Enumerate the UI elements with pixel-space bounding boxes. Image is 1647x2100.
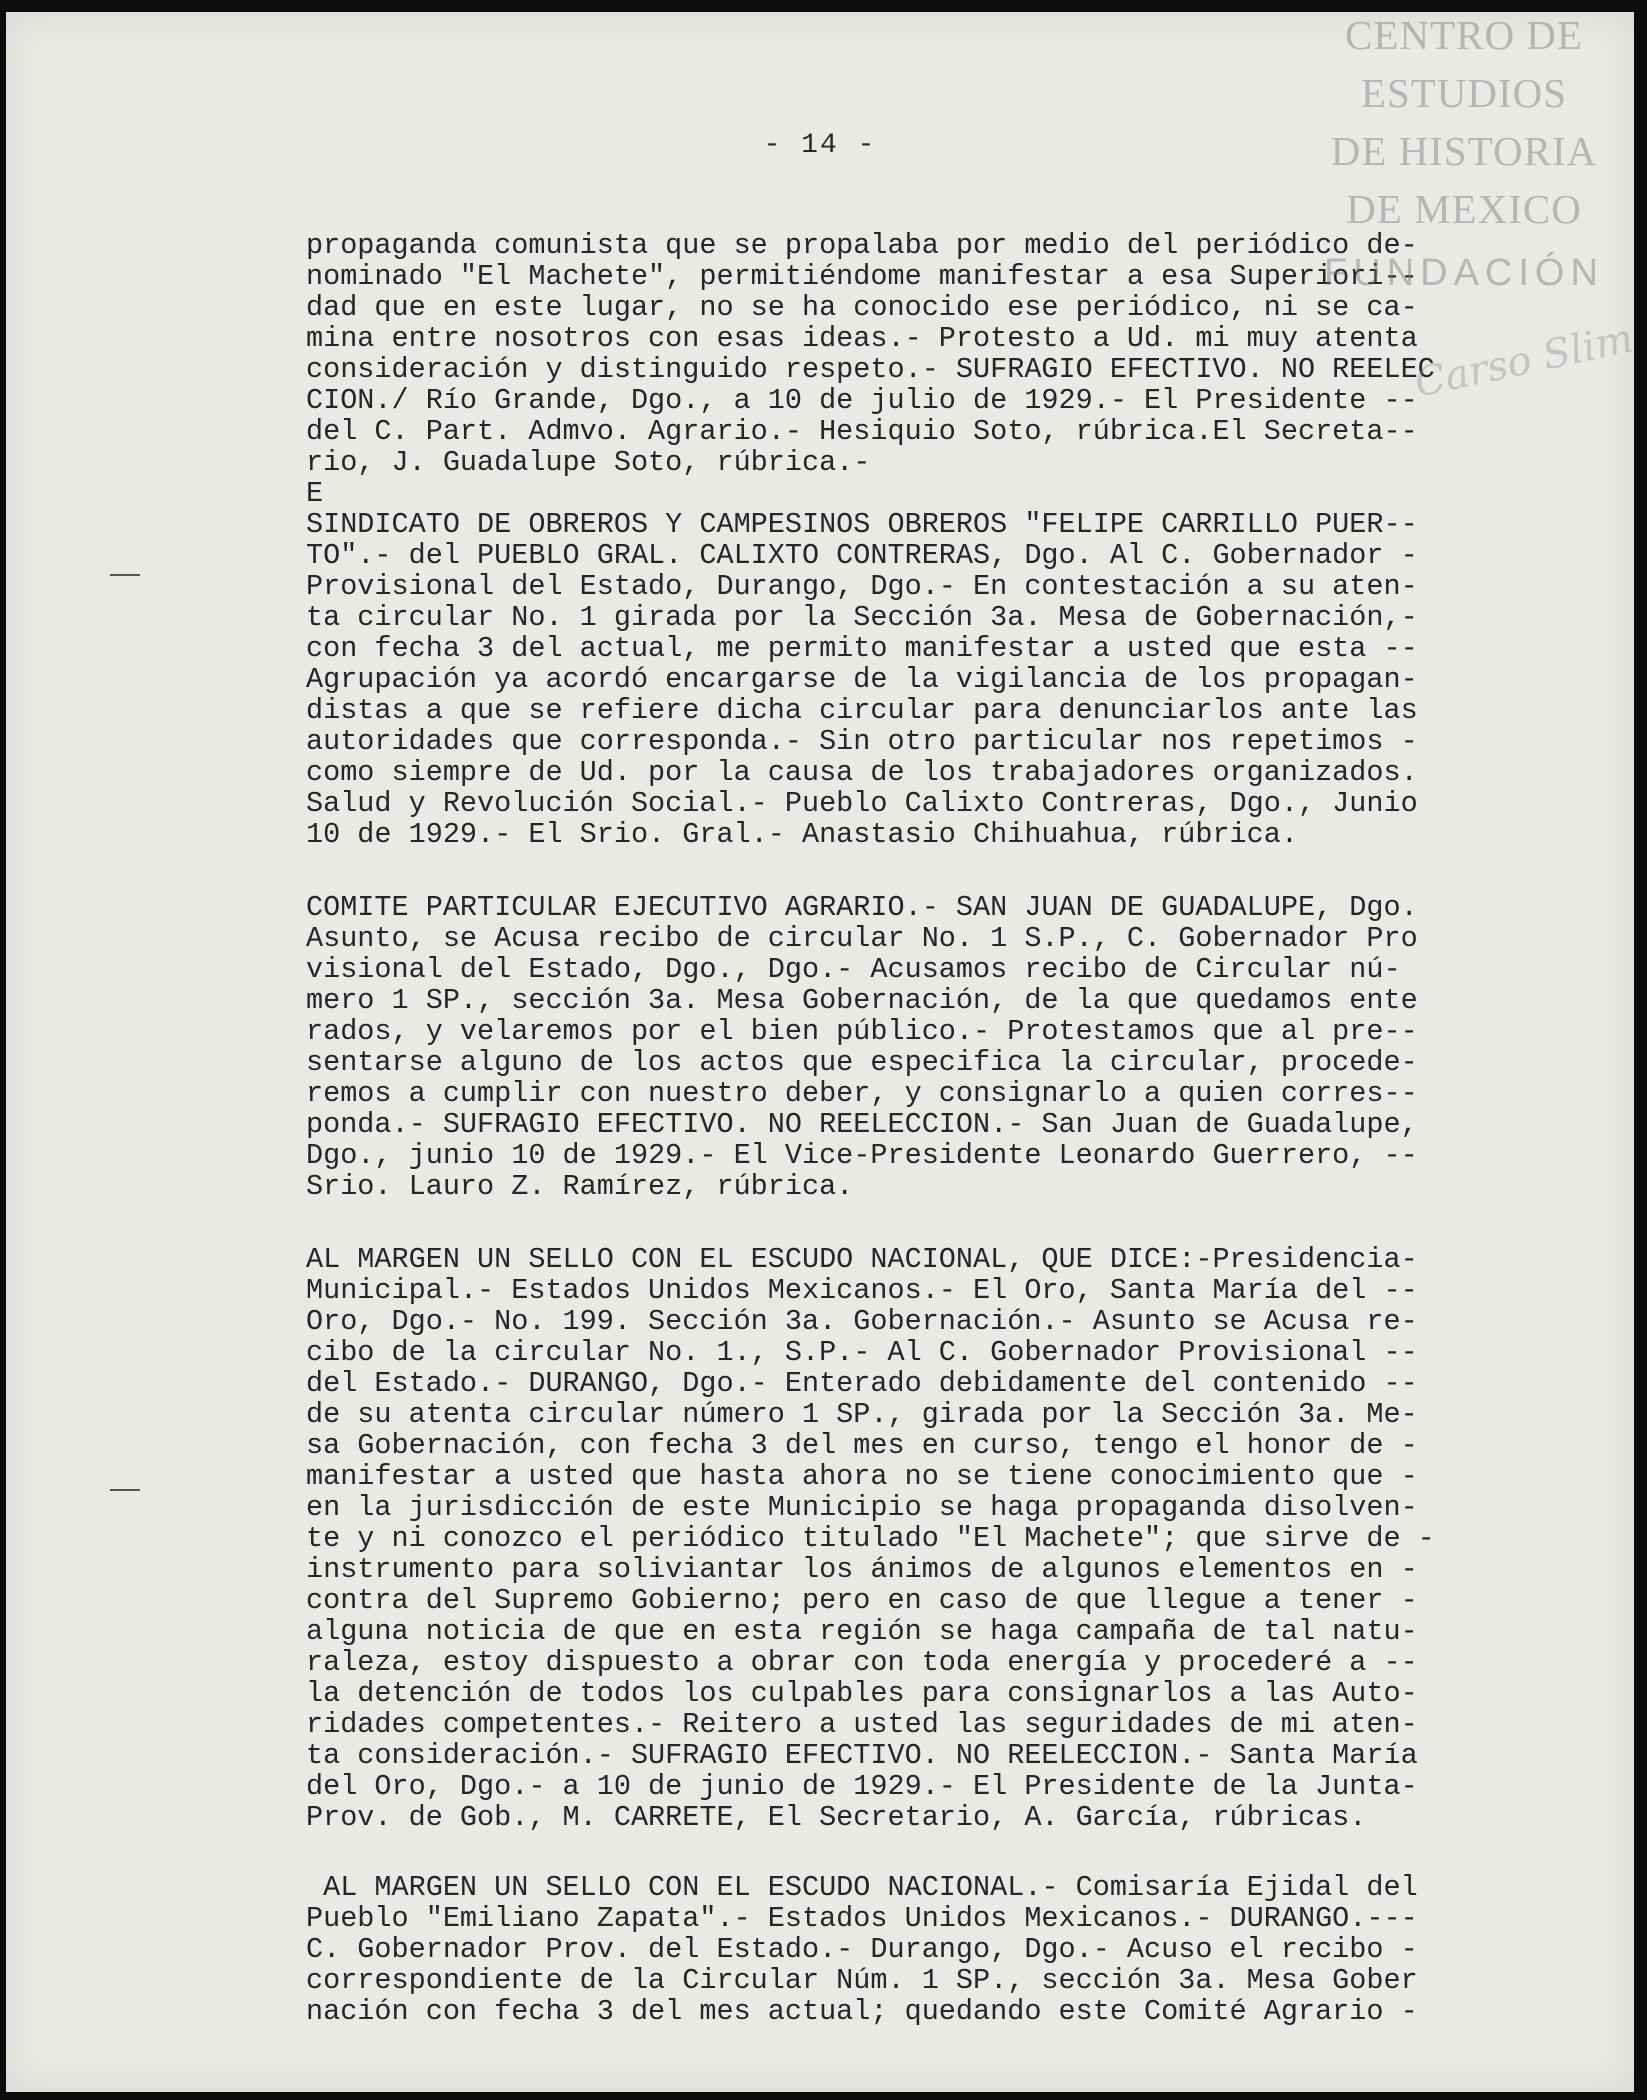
text-line: ridades competentes.- Reitero a usted las seguridades de mi aten- bbox=[306, 1708, 1418, 1741]
watermark-line: CENTRO DE bbox=[1345, 12, 1583, 58]
text-line: 10 de 1929.- El Srio. Gral.- Anastasio Chihuahua, rúbrica. bbox=[306, 818, 1298, 851]
text-line: AL MARGEN UN SELLO CON EL ESCUDO NACIONAL.- Comisaría Ejidal del bbox=[306, 1871, 1418, 1904]
text-line: del Oro, Dgo.- a 10 de junio de 1929.- El Presidente de la Junta- bbox=[306, 1770, 1418, 1803]
text-line: AL MARGEN UN SELLO CON EL ESCUDO NACIONAL, QUE DICE:-Presidencia- bbox=[306, 1243, 1418, 1276]
text-line: C. Gobernador Prov. del Estado.- Durango, Dgo.- Acuso el recibo - bbox=[306, 1933, 1418, 1966]
text-line: SINDICATO DE OBREROS Y CAMPESINOS OBREROS "FELIPE CARRILLO PUER-- bbox=[306, 508, 1418, 541]
text-line: nominado "El Machete", permitiéndome manifestar a esa Superiori-- bbox=[306, 260, 1418, 293]
watermark-line: ESTUDIOS bbox=[1360, 70, 1568, 116]
text-line: contra del Supremo Gobierno; pero en caso de que llegue a tener - bbox=[306, 1584, 1418, 1617]
text-block-emiliano-zapata bbox=[306, 1872, 1546, 2027]
text-line: remos a cumplir con nuestro deber, y consignarlo a quien corres-- bbox=[306, 1077, 1418, 1110]
text-line: visional del Estado, Dgo., Dgo.- Acusamos recibo de Circular nú- bbox=[306, 953, 1401, 986]
text-line: del Estado.- DURANGO, Dgo.- Enterado debidamente del contenido -- bbox=[306, 1367, 1418, 1400]
text-line: ta consideración.- SUFRAGIO EFECTIVO. NO REELECCION.- Santa María bbox=[306, 1739, 1418, 1772]
text-line: TO".- del PUEBLO GRAL. CALIXTO CONTRERAS, Dgo. Al C. Gobernador - bbox=[306, 539, 1418, 572]
text-line: Asunto, se Acusa recibo de circular No. 1 S.P., C. Gobernador Pro bbox=[306, 922, 1418, 955]
text-line: mina entre nosotros con esas ideas.- Protesto a Ud. mi muy atenta bbox=[306, 322, 1418, 355]
text-line: sentarse alguno de los actos que especifica la circular, procede- bbox=[306, 1046, 1418, 1079]
text-line: te y ni conozco el periódico titulado "El Machete"; que sirve de - bbox=[306, 1522, 1435, 1555]
text-line: del C. Part. Admvo. Agrario.- Hesiquio Soto, rúbrica.El Secreta-- bbox=[306, 415, 1418, 448]
text-line: cibo de la circular No. 1., S.P.- Al C. Gobernador Provisional -- bbox=[306, 1336, 1418, 1369]
text-line: la detención de todos los culpables para consignarlos a las Auto- bbox=[306, 1677, 1418, 1710]
text-line: Provisional del Estado, Durango, Dgo.- En contestación a su aten- bbox=[306, 570, 1418, 603]
text-line: Srio. Lauro Z. Ramírez, rúbrica. bbox=[306, 1170, 854, 1203]
watermark-line: DE MEXICO bbox=[1346, 186, 1582, 232]
text-line: nación con fecha 3 del mes actual; quedando este Comité Agrario - bbox=[306, 1995, 1418, 2028]
margin-mark bbox=[110, 574, 140, 576]
text-line: dad que en este lugar, no se ha conocido ese periódico, ni se ca- bbox=[306, 291, 1418, 324]
text-line: propaganda comunista que se propalaba por medio del periódico de- bbox=[306, 229, 1418, 262]
text-line: como siempre de Ud. por la causa de los trabajadores organizados. bbox=[306, 756, 1418, 789]
text-block-comite-san-juan bbox=[306, 892, 1546, 1202]
text-line: consideración y distinguido respeto.- SUFRAGIO EFECTIVO. NO REELEC bbox=[306, 353, 1435, 386]
watermark-logo bbox=[1299, 6, 1629, 302]
text-block-el-oro bbox=[306, 1244, 1546, 1833]
text-block-rio-grande-and-sindicato bbox=[306, 230, 1546, 850]
text-line: Dgo., junio 10 de 1929.- El Vice-Presidente Leonardo Guerrero, -- bbox=[306, 1139, 1418, 1172]
text-line: sa Gobernación, con fecha 3 del mes en curso, tengo el honor de - bbox=[306, 1429, 1418, 1462]
text-line: manifestar a usted que hasta ahora no se tiene conocimiento que - bbox=[306, 1460, 1418, 1493]
text-line: Agrupación ya acordó encargarse de la vigilancia de los propagan- bbox=[306, 663, 1418, 696]
watermark-line: FUNDACIÓN bbox=[1324, 252, 1604, 294]
page-number: - 14 - bbox=[763, 130, 877, 161]
text-line: Pueblo "Emiliano Zapata".- Estados Unidos Mexicanos.- DURANGO.--- bbox=[306, 1902, 1418, 1935]
text-line: Salud y Revolución Social.- Pueblo Calixto Contreras, Dgo., Junio bbox=[306, 787, 1418, 820]
watermark-line: DE HISTORIA bbox=[1330, 128, 1598, 174]
text-line: alguna noticia de que en esta región se haga campaña de tal natu- bbox=[306, 1615, 1418, 1648]
text-line: ta circular No. 1 girada por la Sección 3a. Mesa de Gobernación,- bbox=[306, 601, 1418, 634]
text-line: rados, y velaremos por el bien público.- Protestamos que al pre-- bbox=[306, 1015, 1418, 1048]
document-page bbox=[6, 12, 1634, 2092]
text-line: correspondiente de la Circular Núm. 1 SP., sección 3a. Mesa Gober bbox=[306, 1964, 1418, 1997]
text-line: de su atenta circular número 1 SP., girada por la Sección 3a. Me- bbox=[306, 1398, 1418, 1431]
text-line: autoridades que corresponda.- Sin otro particular nos repetimos - bbox=[306, 725, 1418, 758]
text-line: instrumento para soliviantar los ánimos de algunos elementos en - bbox=[306, 1553, 1418, 1586]
text-line: en la jurisdicción de este Municipio se haga propaganda disolven- bbox=[306, 1491, 1418, 1524]
margin-mark bbox=[110, 1489, 140, 1491]
text-line: ponda.- SUFRAGIO EFECTIVO. NO REELECCION.- San Juan de Guadalupe, bbox=[306, 1108, 1418, 1141]
text-line: rio, J. Guadalupe Soto, rúbrica.- bbox=[306, 446, 871, 479]
text-line: Municipal.- Estados Unidos Mexicanos.- El Oro, Santa María del -- bbox=[306, 1274, 1418, 1307]
watermark-signature: Carso Slim bbox=[1410, 315, 1638, 407]
text-line: Prov. de Gob., M. CARRETE, El Secretario, A. García, rúbricas. bbox=[306, 1801, 1367, 1834]
text-line: con fecha 3 del actual, me permito manifestar a usted que esta -- bbox=[306, 632, 1418, 665]
text-line: CION./ Río Grande, Dgo., a 10 de julio de 1929.- El Presidente -- bbox=[306, 384, 1418, 417]
text-line: E bbox=[306, 477, 324, 510]
text-line: raleza, estoy dispuesto a obrar con toda energía y procederé a -- bbox=[306, 1646, 1418, 1679]
text-line: Oro, Dgo.- No. 199. Sección 3a. Gobernación.- Asunto se Acusa re- bbox=[306, 1305, 1418, 1338]
text-line: COMITE PARTICULAR EJECUTIVO AGRARIO.- SAN JUAN DE GUADALUPE, Dgo. bbox=[306, 891, 1418, 924]
text-line: distas a que se refiere dicha circular para denunciarlos ante las bbox=[306, 694, 1418, 727]
text-line: mero 1 SP., sección 3a. Mesa Gobernación, de la que quedamos ente bbox=[306, 984, 1418, 1017]
